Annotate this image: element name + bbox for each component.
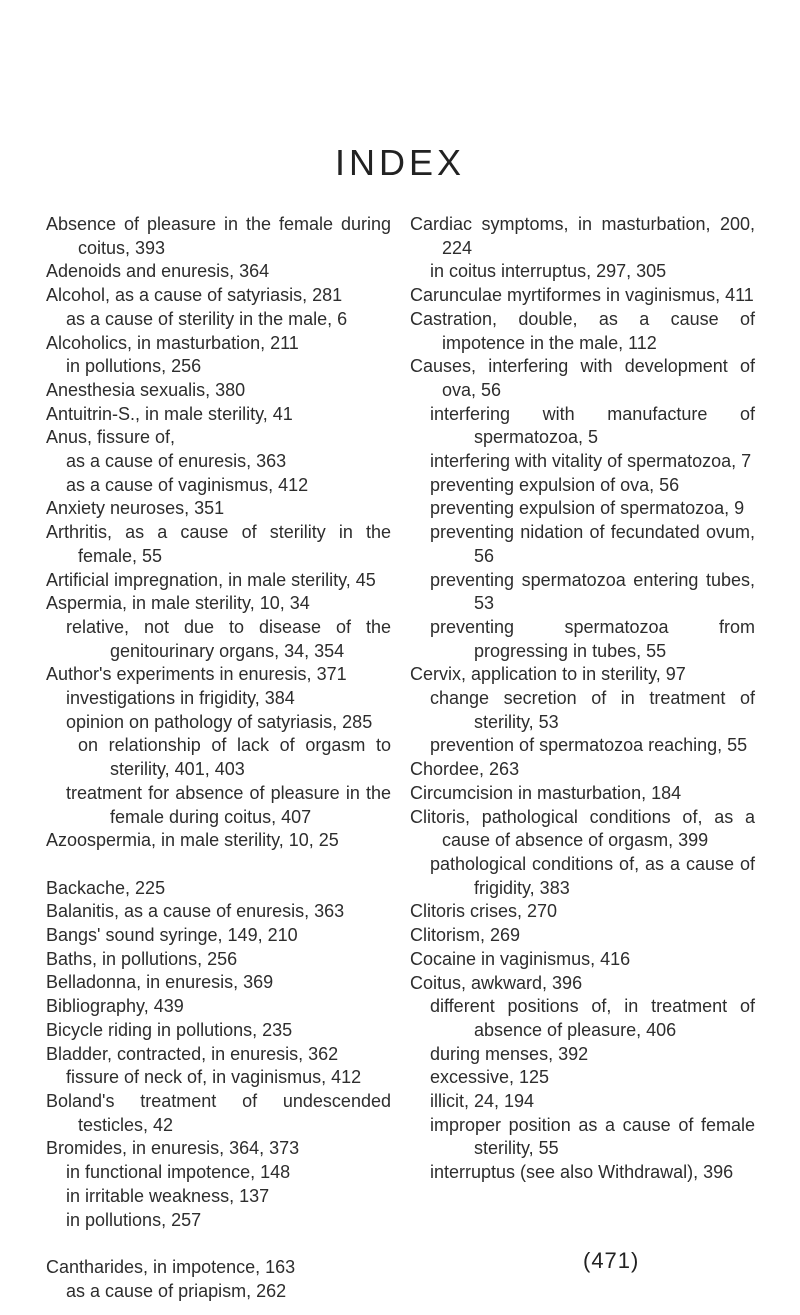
index-entry: Alcohol, as a cause of satyriasis, 281	[46, 285, 343, 306]
index-entry: Alcoholics, in masturbation, 211	[46, 332, 299, 353]
index-subentry: interfering with manufacture of spermatozoa, 5	[430, 403, 755, 448]
index-subentry: preventing expulsion of spermatozoa, 9	[430, 498, 745, 519]
index-subentry: preventing nidation of fecundated ovum, 56	[430, 522, 755, 566]
index-subentry: in coitus interruptus, 297, 305	[430, 261, 667, 282]
index-entry: Azoospermia, in male sterility, 10, 25	[46, 830, 339, 851]
index-subentry: in pollutions, 257	[66, 1209, 202, 1230]
index-subentry: as a cause of priapism, 262	[66, 1280, 287, 1301]
index-entry: Baths, in pollutions, 256	[46, 948, 238, 969]
page-title: INDEX	[334, 142, 466, 183]
index-entry: Bicycle riding in pollutions, 235	[46, 1019, 293, 1040]
index-subentry: fissure of neck of, in vaginismus, 412	[66, 1067, 362, 1088]
index-entry: Boland's treatment of undescended testicles, 42	[46, 1091, 391, 1135]
index-entry: Backache, 225	[46, 877, 166, 898]
index-entry: Anus, fissure of,	[46, 427, 176, 448]
left-index-column	[46, 213, 391, 1303]
index-subentry: treatment for absence of pleasure in the female during coitus, 407	[66, 782, 391, 827]
index-entry: Circumcision in masturbation, 184	[410, 782, 682, 803]
index-entry: Absence of pleasure in the female during coitus, 393	[46, 214, 391, 258]
index-entry: Clitorism, 269	[410, 925, 521, 946]
index-subentry: preventing expulsion of ova, 56	[430, 474, 680, 495]
index-subentry: as a cause of sterility in the male, 6	[66, 308, 348, 329]
section-gap	[46, 1232, 391, 1256]
index-subentry: preventing spermatozoa entering tubes, 53	[430, 569, 755, 614]
index-entry: Cocaine in vaginismus, 416	[410, 948, 631, 969]
index-entry: Coitus, awkward, 396	[410, 972, 583, 993]
index-subentry: in irritable weakness, 137	[66, 1185, 270, 1206]
index-subentry: investigations in frigidity, 384	[66, 688, 295, 709]
index-entry: Bangs' sound syringe, 149, 210	[46, 925, 298, 946]
index-entry: Cardiac symptoms, in masturbation, 200, 224	[410, 214, 755, 258]
index-entry: Bibliography, 439	[46, 996, 184, 1017]
index-entry: Clitoris crises, 270	[410, 901, 558, 922]
index-entry: Carunculae myrtiformes in vaginismus, 411	[410, 285, 754, 306]
index-entry: Anxiety neuroses, 351	[46, 498, 225, 519]
index-subentry: different positions of, in treatment of absence of pleasure, 406	[430, 996, 755, 1040]
index-subentry: improper position as a cause of female sterility, 55	[430, 1114, 755, 1159]
index-entry: Cantharides, in impotence, 163	[46, 1256, 296, 1277]
index-entry: Clitoris, pathological conditions of, as a cause of absence of orgasm, 399	[410, 806, 755, 851]
page-number: (471)	[583, 1248, 640, 1273]
index-entry: Chordee, 263	[410, 759, 520, 780]
index-entry: Author's experiments in enuresis, 371	[46, 664, 347, 685]
index-entry: Bromides, in enuresis, 364, 373	[46, 1138, 300, 1159]
index-entry: Bladder, contracted, in enuresis, 362	[46, 1043, 339, 1064]
index-subentry: excessive, 125	[430, 1067, 550, 1088]
index-entry: Cervix, application to in sterility, 97	[410, 664, 686, 685]
index-subentry: relative, not due to disease of the genitourinary organs, 34, 354	[66, 616, 391, 661]
index-subentry: pathological conditions of, as a cause of frigidity, 383	[430, 853, 755, 898]
index-subentry: illicit, 24, 194	[430, 1091, 535, 1112]
index-entry: Causes, interfering with development of ova, 56	[410, 356, 755, 400]
index-subentry: prevention of spermatozoa reaching, 55	[430, 735, 748, 756]
index-entry: Balanitis, as a cause of enuresis, 363	[46, 901, 345, 922]
index-entry: Adenoids and enuresis, 364	[46, 261, 270, 282]
index-entry: Belladonna, in enuresis, 369	[46, 972, 274, 993]
index-entry: Arthritis, as a cause of sterility in the female, 55	[46, 522, 391, 566]
index-subentry: on relationship of lack of orgasm to sterility, 401, 403	[78, 735, 391, 780]
index-subentry: opinion on pathology of satyriasis, 285	[66, 711, 373, 732]
index-subentry: interfering with vitality of spermatozoa, 7	[430, 451, 752, 472]
index-subentry: interruptus (see also Withdrawal), 396	[430, 1162, 734, 1183]
index-subentry: as a cause of enuresis, 363	[66, 451, 287, 472]
index-entry: Anesthesia sexualis, 380	[46, 379, 246, 400]
index-subentry: in pollutions, 256	[66, 356, 202, 377]
index-entry: Castration, double, as a cause of impotence in the male, 112	[410, 308, 755, 353]
index-subentry: change secretion of in treatment of sterility, 53	[430, 688, 755, 732]
index-entry: Antuitrin-S., in male sterility, 41	[46, 403, 293, 424]
right-index-column	[410, 213, 755, 1185]
index-subentry: during menses, 392	[430, 1043, 589, 1064]
index-subentry: preventing spermatozoa from progressing in tubes, 55	[430, 616, 755, 661]
section-gap	[46, 853, 391, 877]
index-entry: Artificial impregnation, in male sterility, 45	[46, 569, 376, 590]
index-subentry: in functional impotence, 148	[66, 1162, 291, 1183]
index-entry: Aspermia, in male sterility, 10, 34	[46, 593, 310, 614]
index-subentry: as a cause of vaginismus, 412	[66, 474, 309, 495]
